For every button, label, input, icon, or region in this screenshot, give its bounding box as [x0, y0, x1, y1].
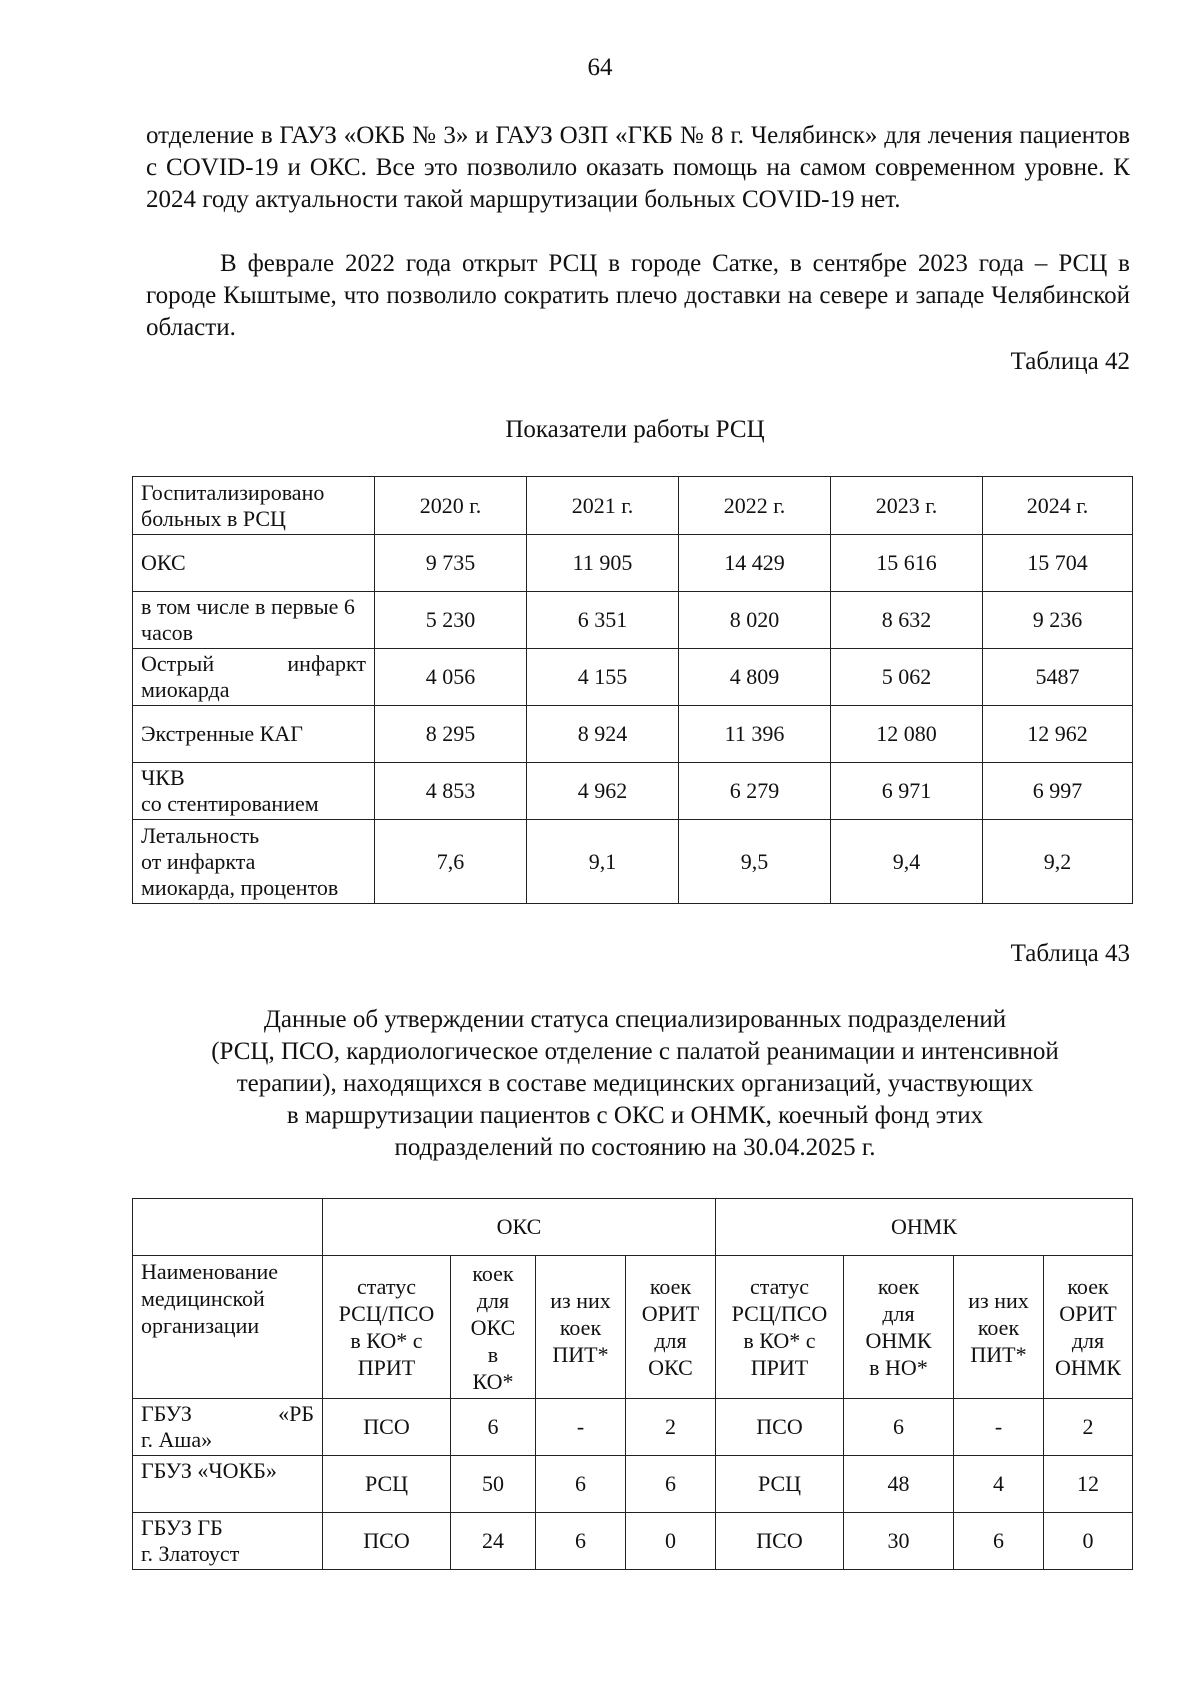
- table-cell: 5 230: [375, 592, 527, 649]
- table-cell: 6: [451, 1399, 536, 1456]
- table-cell: 8 020: [679, 592, 831, 649]
- table-cell: 15 704: [983, 535, 1133, 592]
- row-label: [133, 1513, 323, 1570]
- table-row: [133, 1456, 1133, 1513]
- table-row: [133, 820, 1133, 904]
- header-line: Наименование: [141, 1259, 279, 1284]
- row-label: [133, 1399, 323, 1456]
- table-cell: 48: [844, 1456, 954, 1513]
- header-line: ПИТ*: [552, 1341, 609, 1367]
- row-label-part: Острый: [141, 651, 215, 676]
- header-line: коек: [649, 1274, 692, 1299]
- table-row: [133, 763, 1133, 820]
- table-cell: 8 632: [831, 592, 983, 649]
- table-43-title: [120, 1004, 1150, 1164]
- table-43-title-line: терапии), находящихся в составе медицинских организаций, участвующих: [236, 1070, 1034, 1097]
- row-label-part: ГБУЗ ГБ: [141, 1515, 223, 1540]
- table-cell: 12 962: [983, 706, 1133, 763]
- header-cell-2020: 2020 г.: [375, 477, 527, 535]
- table-row-group-header: [133, 1199, 1133, 1256]
- header-line: для: [882, 1301, 915, 1326]
- table-cell: 8 295: [375, 706, 527, 763]
- table-cell: 7,6: [375, 820, 527, 904]
- table-row: [133, 1399, 1133, 1456]
- header-line: ОНМК: [865, 1328, 932, 1353]
- row-label-part: ЧКВ: [141, 765, 185, 790]
- table-43: [132, 1198, 1133, 1570]
- table-cell: ПСО: [716, 1399, 844, 1456]
- table-cell: 12 080: [831, 706, 983, 763]
- table-cell: 6: [536, 1513, 626, 1570]
- table-cell: 4: [954, 1456, 1044, 1513]
- header-line: ПРИТ: [357, 1355, 416, 1380]
- table-42-label: Таблица 42: [1010, 348, 1130, 375]
- row-label-part: миокарда: [141, 677, 230, 702]
- table-cell: 6: [536, 1456, 626, 1513]
- header-cell-onmk-beds: [844, 1256, 954, 1399]
- table-cell: 6 279: [679, 763, 831, 820]
- header-cell-onmk-status: [716, 1256, 844, 1399]
- row-label: ГБУЗ «ЧОКБ»: [133, 1456, 323, 1513]
- table-cell: 0: [626, 1513, 716, 1570]
- table-row: [133, 1513, 1133, 1570]
- header-cell-2023: 2023 г.: [831, 477, 983, 535]
- table-row-header: [133, 477, 1133, 535]
- table-cell: 24: [451, 1513, 536, 1570]
- row-label: [133, 649, 375, 706]
- table-cell: 4 853: [375, 763, 527, 820]
- table-cell: 4 809: [679, 649, 831, 706]
- group-header-oks: ОКС: [323, 1199, 716, 1256]
- table-43-title-line: Данные об утверждении статуса специализированных подразделений: [263, 1006, 1007, 1033]
- header-line: из них: [550, 1287, 611, 1313]
- table-row: [133, 535, 1133, 592]
- row-label: [133, 763, 375, 820]
- table-cell: 14 429: [679, 535, 831, 592]
- row-label: [133, 820, 375, 904]
- header-line: коек: [472, 1260, 514, 1286]
- table-cell: РСЦ: [716, 1456, 844, 1513]
- row-label: в том числе в первые 6 часов: [133, 592, 375, 649]
- table-cell: 50: [451, 1456, 536, 1513]
- header-line: ОНМК: [1055, 1355, 1122, 1380]
- page-number: 64: [587, 54, 613, 81]
- paragraph-2: В феврале 2022 года открыт РСЦ в городе Сатке, в сентябре 2023 года – РСЦ в городе Кыштыме, что позволило сократить плечо доставки на севере и западе Челябинской области.: [146, 250, 1130, 341]
- header-cell-name: Госпитализировано больных в РСЦ: [133, 477, 375, 535]
- header-line: статус: [357, 1274, 416, 1299]
- table-cell: -: [536, 1399, 626, 1456]
- header-line: для: [476, 1287, 510, 1313]
- header-line: организации: [141, 1313, 260, 1338]
- header-line: РСЦ/ПСО: [338, 1301, 435, 1326]
- table-cell: РСЦ: [323, 1456, 451, 1513]
- table-cell: 11 396: [679, 706, 831, 763]
- table-cell: 6: [844, 1399, 954, 1456]
- table-cell: 15 616: [831, 535, 983, 592]
- table-cell: 30: [844, 1513, 954, 1570]
- table-cell: 4 155: [527, 649, 679, 706]
- table-cell: 9,1: [527, 820, 679, 904]
- table-cell: 9,2: [983, 820, 1133, 904]
- table-42: [132, 476, 1133, 904]
- row-label-part: Летальность: [141, 822, 260, 848]
- header-line: ОКС: [648, 1355, 693, 1380]
- header-cell-oks-orit: [626, 1256, 716, 1399]
- table-cell: 2: [626, 1399, 716, 1456]
- header-line: ОКС: [470, 1314, 516, 1340]
- table-cell: ПСО: [716, 1513, 844, 1570]
- header-line: в КО* с: [350, 1328, 423, 1353]
- table-cell: 4 056: [375, 649, 527, 706]
- table-43-title-line: подразделений по состоянию на 30.04.2025 г.: [394, 1134, 876, 1161]
- table-cell: 6 351: [527, 592, 679, 649]
- table-row-header: [133, 1256, 1133, 1399]
- table-row: [133, 592, 1133, 649]
- row-label-part: г. Златоуст: [141, 1541, 240, 1566]
- header-line: в НО*: [869, 1355, 928, 1380]
- header-line: ОРИТ: [641, 1301, 700, 1326]
- table-cell: 8 924: [527, 706, 679, 763]
- row-label-part: со стентированием: [141, 791, 319, 816]
- table-cell: 5 062: [831, 649, 983, 706]
- table-43-title-line: в маршрутизации пациентов с ОКС и ОНМК, коечный фонд этих: [286, 1102, 984, 1129]
- header-line: для: [1071, 1328, 1105, 1353]
- header-cell-oks-beds: [451, 1256, 536, 1399]
- row-label-part: «РБ: [278, 1401, 314, 1426]
- table-cell: 2: [1044, 1399, 1133, 1456]
- header-line: из них: [968, 1287, 1029, 1313]
- table-cell: 6 997: [983, 763, 1133, 820]
- header-cell-onmk-pit: [954, 1256, 1044, 1399]
- header-line: ПРИТ: [750, 1355, 809, 1380]
- header-line: коек: [877, 1274, 920, 1299]
- header-line: в КО* с: [743, 1328, 816, 1353]
- header-cell-2022: 2022 г.: [679, 477, 831, 535]
- row-label-part: инфаркт: [287, 651, 366, 676]
- empty-header-cell: [133, 1199, 323, 1256]
- header-cell-2021: 2021 г.: [527, 477, 679, 535]
- header-line: РСЦ/ПСО: [731, 1301, 828, 1326]
- header-line: медицинской: [141, 1286, 265, 1311]
- table-cell: 12: [1044, 1456, 1133, 1513]
- paragraph-1: отделение в ГАУЗ «ОКБ № 3» и ГАУЗ ОЗП «ГКБ № 8 г. Челябинск» для лечения пациентов с COVID-19 и ОКС. Все это позволило оказать помощь на самом современном уровне. К 2024 году актуальности такой маршрутизации больных COVID-19 нет.: [146, 122, 1130, 213]
- table-cell: 4 962: [527, 763, 679, 820]
- table-cell: 9 735: [375, 535, 527, 592]
- table-cell: 0: [1044, 1513, 1133, 1570]
- header-line: коек: [559, 1314, 602, 1340]
- table-cell: 9,4: [831, 820, 983, 904]
- header-line: коек: [1067, 1274, 1109, 1299]
- row-label: ОКС: [133, 535, 375, 592]
- table-cell: -: [954, 1399, 1044, 1456]
- table-43-label: Таблица 43: [1010, 940, 1130, 967]
- row-label-part: миокарда, процентов: [141, 874, 339, 900]
- table-cell: 9,5: [679, 820, 831, 904]
- table-cell: 6 971: [831, 763, 983, 820]
- row-label-part: ГБУЗ: [141, 1401, 192, 1426]
- table-42-title: Показатели работы РСЦ: [505, 416, 765, 443]
- header-line: КО*: [472, 1368, 514, 1394]
- header-line: для: [654, 1328, 687, 1353]
- row-label-part: г. Аша»: [141, 1427, 213, 1452]
- table-cell: ПСО: [323, 1399, 451, 1456]
- header-cell-oks-pit: [536, 1256, 626, 1399]
- header-line: коек: [977, 1314, 1020, 1340]
- table-cell: 6: [954, 1513, 1044, 1570]
- header-line: ОРИТ: [1059, 1301, 1117, 1326]
- header-cell-oks-status: [323, 1256, 451, 1399]
- table-cell: 6: [626, 1456, 716, 1513]
- header-cell-2024: 2024 г.: [983, 477, 1133, 535]
- table-row: [133, 706, 1133, 763]
- header-line: в: [487, 1341, 499, 1367]
- table-cell: 5487: [983, 649, 1133, 706]
- table-43-title-line: (РСЦ, ПСО, кардиологическое отделение с палатой реанимации и интенсивной: [211, 1038, 1059, 1065]
- header-line: ПИТ*: [970, 1341, 1027, 1367]
- row-label-part: от инфаркта: [141, 848, 256, 874]
- table-row: [133, 649, 1133, 706]
- table-cell: 11 905: [527, 535, 679, 592]
- header-cell-name: [133, 1256, 323, 1399]
- table-cell: 9 236: [983, 592, 1133, 649]
- row-label: Экстренные КАГ: [133, 706, 375, 763]
- header-cell-onmk-orit: [1044, 1256, 1133, 1399]
- table-cell: ПСО: [323, 1513, 451, 1570]
- group-header-onmk: ОНМК: [716, 1199, 1133, 1256]
- header-line: статус: [750, 1274, 809, 1299]
